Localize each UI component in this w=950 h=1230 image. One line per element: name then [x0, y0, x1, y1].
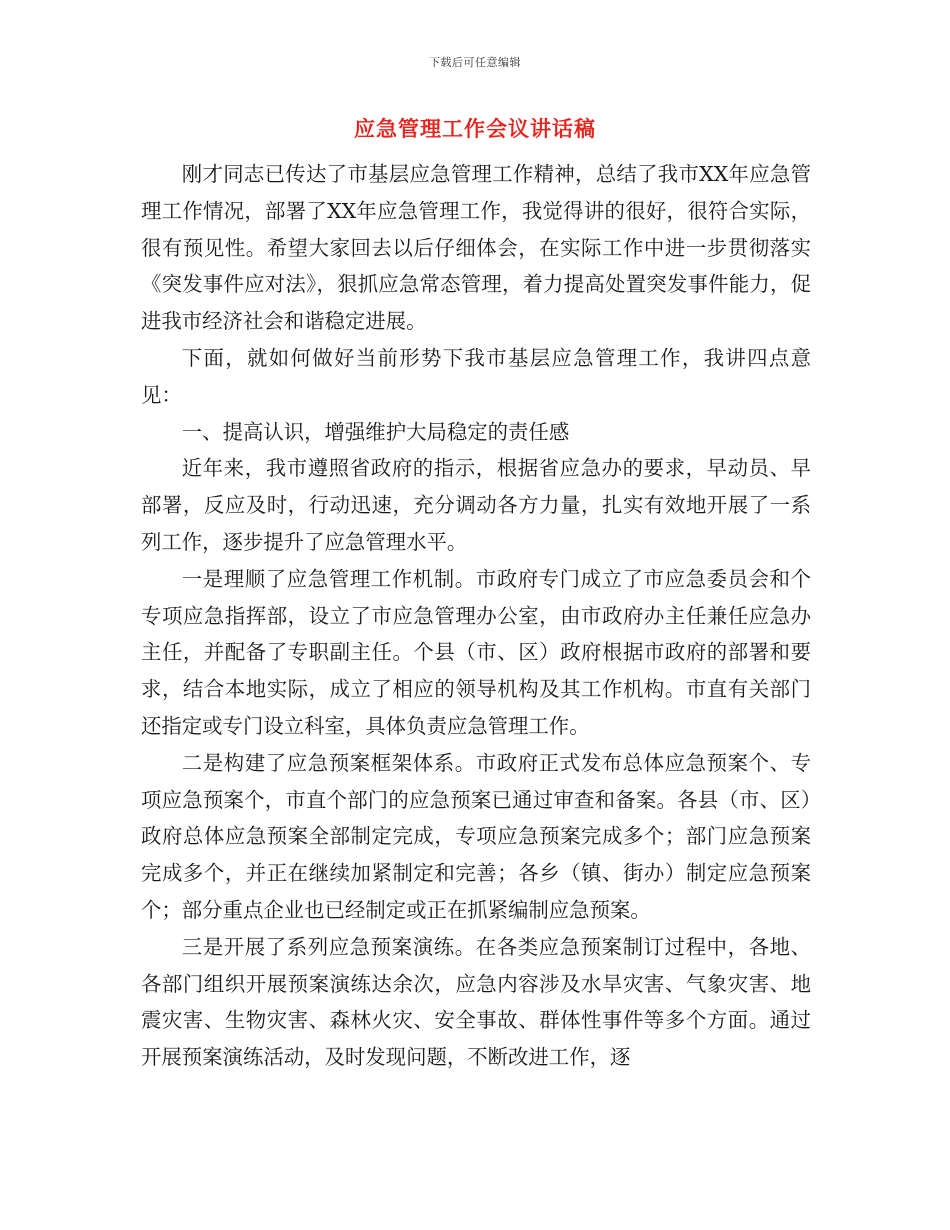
page-header: 下载后可任意编辑	[429, 56, 521, 69]
paragraph-mechanism: 一是理顺了应急管理工作机制。市政府专门成立了市应急委员会和个专项应急指挥部，设立了市应急管理办公室，由市政府办主任兼任应急办主任，并配备了专职副主任。个县（市、区）政府根据市政府的部署和要求，结合本地实际，成立了相应的领导机构及其工作机构。市直有关部门还指定或专门设立科室，具体负责应急管理工作。	[141, 566, 811, 738]
paragraph-plan-system: 二是构建了应急预案框架体系。市政府正式发布总体应急预案个、专项应急预案个，市直个部门的应急预案已通过审查和备案。各县（市、区）政府总体应急预案全部制定完成，专项应急预案完成多个；部门应急预案完成多个，并正在继续加紧制定和完善；各乡（镇、街办）制定应急预案个；部分重点企业也已经制定或正在抓紧编制应急预案。	[141, 750, 811, 922]
section-heading-1: 一、提高认识，增强维护大局稳定的责任感	[181, 419, 570, 444]
paragraph-recent-years: 近年来，我市遵照省政府的指示，根据省应急办的要求，早动员、早部署，反应及时，行动迅速，充分调动各方力量，扎实有效地开展了一系列工作，逐步提升了应急管理水平。	[141, 456, 811, 554]
document-body	[141, 156, 811, 1076]
paragraph-opinions: 下面，就如何做好当前形势下我市基层应急管理工作，我讲四点意见：	[141, 345, 811, 407]
paragraph-intro: 刚才同志已传达了市基层应急管理工作精神，总结了我市XX年应急管理工作情况，部署了XX年应急管理工作，我觉得讲的很好，很符合实际，很有预见性。希望大家回去以后仔细体会，在实际工作中进一步贯彻落实《突发事件应对法》，狠抓应急常态管理，着力提高处置突发事件能力，促进我市经济社会和谐稳定进展。	[141, 162, 811, 334]
paragraph-drills: 三是开展了系列应急预案演练。在各类应急预案制订过程中，各地、各部门组织开展预案演练达余次，应急内容涉及水旱灾害、气象灾害、地震灾害、生物灾害、森林火灾、安全事故、群体性事件等多个方面。通过开展预案演练活动，及时发现问题，不断改进工作，逐	[141, 934, 811, 1070]
document-title: 应急管理工作会议讲话稿	[354, 117, 596, 141]
